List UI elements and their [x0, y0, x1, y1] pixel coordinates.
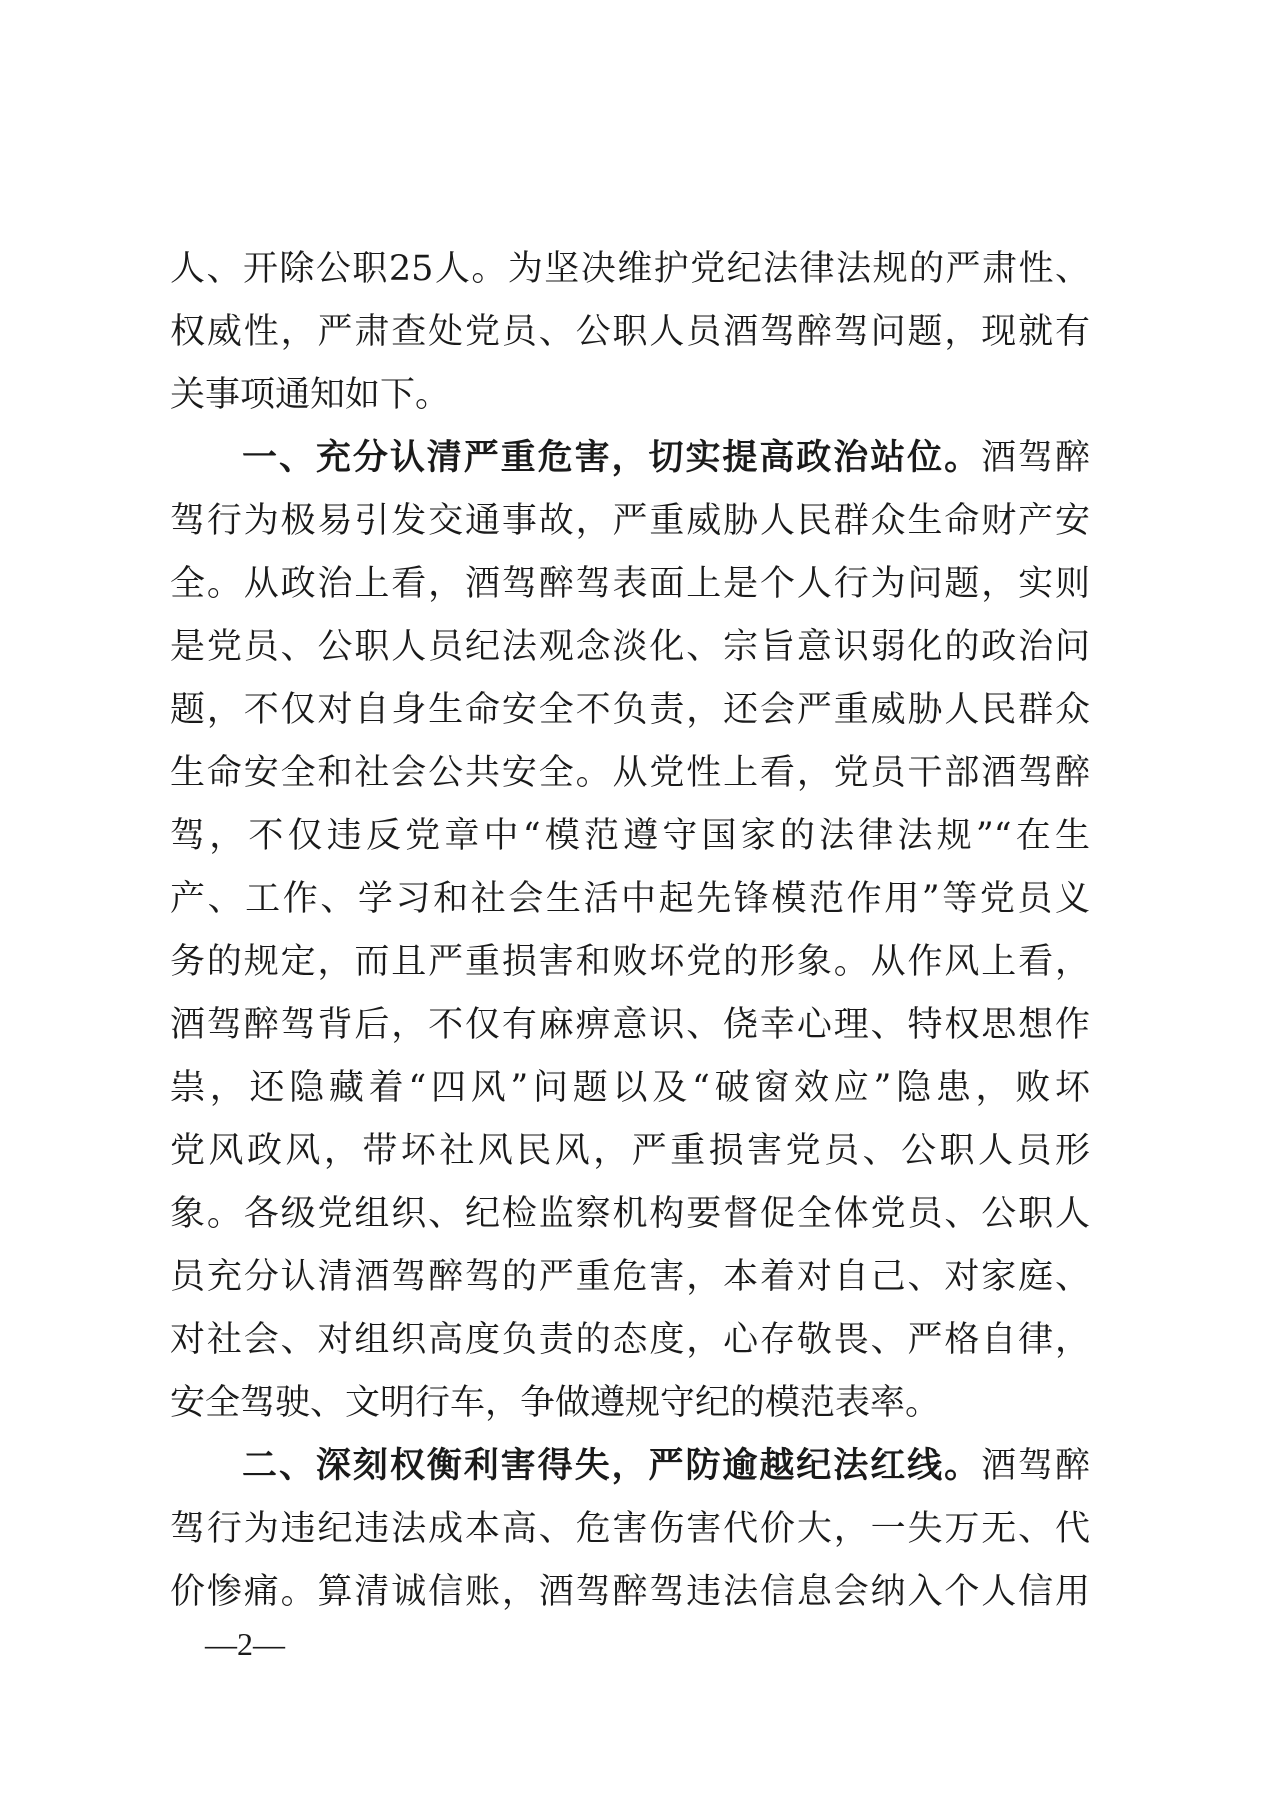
text-line: 安全驾驶、文明行车，争做遵规守纪的模范表率。 — [170, 1383, 941, 1423]
text-line: 驾行为违纪违法成本高、危害伤害代价大，一失万无、代 — [170, 1509, 1090, 1549]
text-line: 驾，不仅违反党章中“模范遵守国家的法律法规”“在生 — [170, 816, 1090, 856]
section-heading-line — [170, 427, 1090, 490]
text-line: 务的规定，而且严重损害和败坏党的形象。从作风上看， — [170, 942, 1090, 982]
text-line: 生命安全和社会公共安全。从党性上看，党员干部酒驾醉 — [170, 753, 1090, 793]
section-heading: 一、充分认清严重危害，切实提高政治站位。 — [242, 438, 982, 478]
section-heading: 二、深刻权衡利害得失，严防逾越纪法红线。 — [242, 1446, 982, 1486]
text-line: 象。各级党组织、纪检监察机构要督促全体党员、公职人 — [170, 1194, 1090, 1234]
text-line: 题，不仅对自身生命安全不负责，还会严重威胁人民群众 — [170, 690, 1090, 730]
text-line: 祟，还隐藏着“四风”问题以及“破窗效应”隐患，败坏 — [170, 1068, 1090, 1108]
body-text — [170, 238, 1090, 1624]
text-line: 全。从政治上看，酒驾醉驾表面上是个人行为问题，实则 — [170, 564, 1090, 604]
text-line: 对社会、对组织高度负责的态度，心存敬畏、严格自律， — [170, 1320, 1090, 1360]
page-number: —2— — [205, 1626, 285, 1662]
text-line: 产、工作、学习和社会生活中起先锋模范作用”等党员义 — [170, 879, 1090, 919]
section-heading-line — [170, 1435, 1090, 1498]
text-line: 关事项通知如下。 — [170, 375, 451, 415]
text-line: 党风政风，带坏社风民风，严重损害党员、公职人员形 — [170, 1131, 1090, 1171]
text-line: 人、开除公职25人。为坚决维护党纪法律法规的严肃性、 — [170, 249, 1090, 289]
text-line: 驾行为极易引发交通事故，严重威胁人民群众生命财产安 — [170, 501, 1090, 541]
text-line: 价惨痛。算清诚信账，酒驾醉驾违法信息会纳入个人信用 — [170, 1572, 1090, 1612]
text-line: 员充分认清酒驾醉驾的严重危害，本着对自己、对家庭、 — [170, 1257, 1090, 1297]
text-run: 酒驾醉 — [981, 438, 1090, 478]
text-line: 权威性，严肃查处党员、公职人员酒驾醉驾问题，现就有 — [170, 312, 1090, 352]
text-line: 是党员、公职人员纪法观念淡化、宗旨意识弱化的政治问 — [170, 627, 1090, 667]
text-run: 酒驾醉 — [981, 1446, 1090, 1486]
text-line: 酒驾醉驾背后，不仅有麻痹意识、侥幸心理、特权思想作 — [170, 1005, 1090, 1045]
